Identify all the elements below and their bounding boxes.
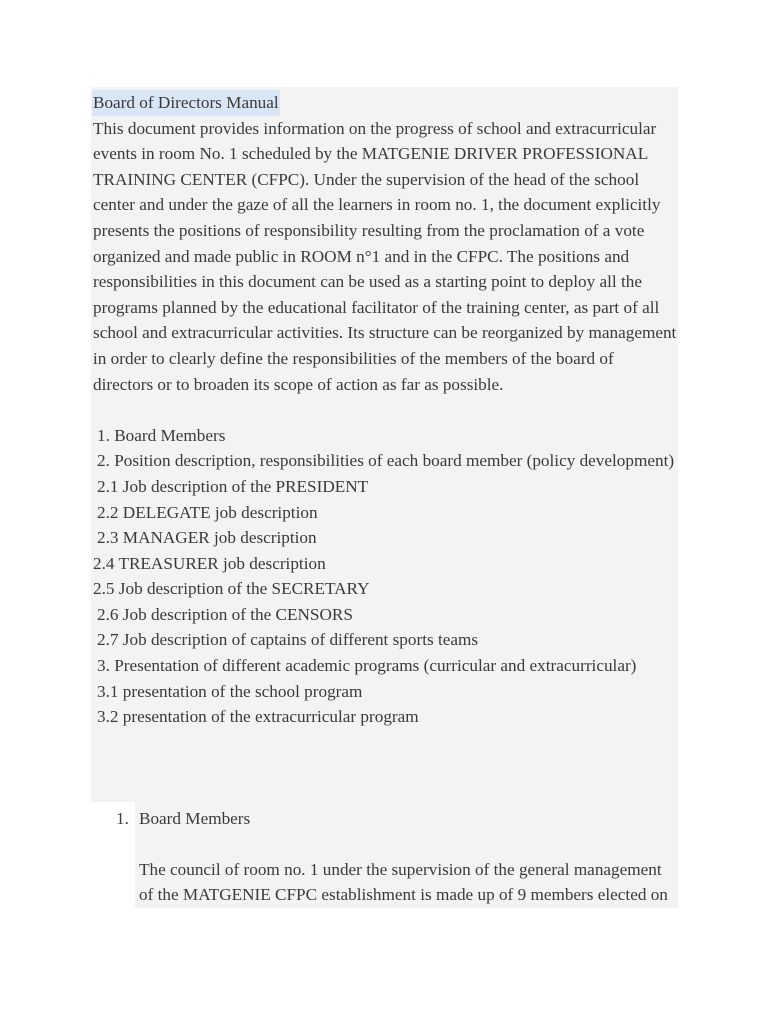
- toc-item: 2.4 TREASURER job description: [93, 553, 326, 573]
- table-of-contents: [93, 423, 678, 730]
- toc-item: 2.5 Job description of the SECRETARY: [93, 579, 370, 599]
- section-title: Board Members: [139, 809, 251, 828]
- toc-item: 2.7 Job description of captains of different sports teams: [97, 630, 479, 650]
- toc-item: 3. Presentation of different academic programs (curricular and extracurricular): [97, 656, 637, 676]
- toc-item: 2. Position description, responsibilities of each board member (policy development): [97, 451, 675, 471]
- toc-item: 2.2 DELEGATE job description: [97, 502, 318, 522]
- toc-item: 2.6 Job description of the CENSORS: [97, 604, 353, 624]
- toc-item: 2.3 MANAGER job description: [97, 528, 317, 548]
- toc-item: 1. Board Members: [97, 425, 226, 445]
- toc-item: 3.1 presentation of the school program: [97, 681, 363, 701]
- title-line: [93, 90, 678, 116]
- document-title: Board of Directors Manual: [92, 90, 280, 116]
- toc-item: 3.2 presentation of the extracurricular program: [97, 707, 419, 727]
- section-heading: [116, 806, 686, 832]
- document-content: [93, 90, 678, 730]
- toc-item: 2.1 Job description of the PRESIDENT: [97, 476, 369, 496]
- section-board-members: [116, 806, 686, 908]
- section-number: 1.: [116, 809, 129, 828]
- section-paragraph: The council of room no. 1 under the supervision of the general management of the MATGENIE CFPC establishment is made up of 9 members elected on: [139, 859, 668, 905]
- intro-paragraph: This document provides information on the progress of school and extracurricular events in room No. 1 scheduled by the MATGENIE DRIVER PROFESSIONAL TRAINING CENTER (CFPC). Under the supervision of the head of the school center and under the gaze of all the learners in room no. 1, the document explicitly presents the positions of responsibility resulting from the proclamation of a vote organized and made public in ROOM n°1 and in the CFPC. The positions and responsibilities in this document can be used as a starting point to deploy all the programs planned by the educational facilitator of the training center, as part of all school and extracurricular activities. Its structure can be reorganized by management in order to clearly define the responsibilities of the members of the board of directors or to broaden its scope of action as far as possible.: [93, 118, 677, 394]
